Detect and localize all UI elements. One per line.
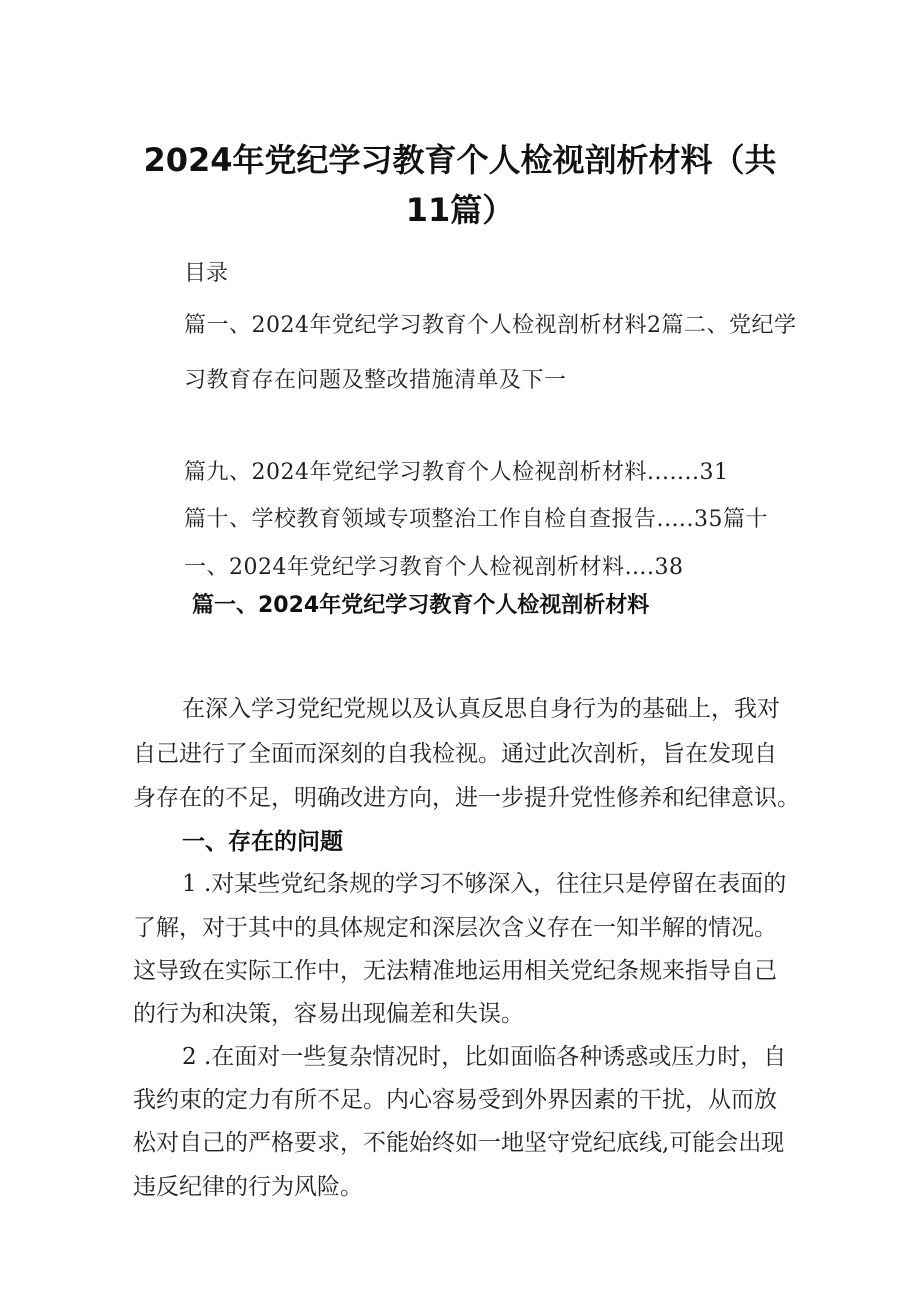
toc-heading: 目录 — [184, 261, 229, 286]
toc-line: 篇九、2024年党纪学习教育个人检视剖析材料.......31 — [184, 460, 729, 485]
intro-line: 自己进行了全面而深刻的自我检视。通过此次剖析，旨在发现自 — [133, 741, 777, 767]
item-1-line: 1 .对某些党纪条规的学习不够深入，往往只是停留在表面的 — [182, 871, 787, 897]
document-title-line-1: 2024年党纪学习教育个人检视剖析材料（共 — [143, 141, 777, 179]
item-1-line: 的行为和决策，容易出现偏差和失误。 — [133, 1001, 524, 1027]
item-2-line: 松对自己的严格要求，不能始终如一地坚守党纪底线,可能会出现 — [133, 1130, 785, 1156]
toc-line: 习教育存在问题及整改措施清单及下一 — [184, 368, 567, 393]
item-2-line: 违反纪律的行为风险。 — [133, 1174, 363, 1200]
item-2-line: 我约束的定力有所不足。内心容易受到外界因素的干扰，从而放 — [133, 1087, 777, 1113]
item-1-line: 了解，对于其中的具体规定和深层次含义存在一知半解的情况。 — [133, 915, 777, 941]
heading-problems: 一、存在的问题 — [182, 829, 343, 855]
toc-line: 篇一、2024年党纪学习教育个人检视剖析材料2篇二、党纪学 — [184, 313, 797, 338]
section-title: 篇一、2024年党纪学习教育个人检视剖析材料 — [192, 593, 650, 618]
document-title-line-2: 11篇） — [405, 191, 515, 229]
intro-line: 在深入学习党纪党规以及认真反思自身行为的基础上，我对 — [182, 696, 780, 722]
item-2-line: 2 .在面对一些复杂情况时，比如面临各种诱惑或压力时，自 — [182, 1044, 787, 1070]
item-1-line: 这导致在实际工作中，无法精准地运用相关党纪条规来指导自己 — [133, 958, 777, 984]
intro-line: 身存在的不足，明确改进方向，进一步提升党性修养和纪律意识。 — [133, 785, 800, 811]
toc-line: 篇十、学校教育领域专项整治工作自检自查报告.….35篇十 — [184, 507, 768, 532]
toc-line: 一、2024年党纪学习教育个人检视剖析材料….38 — [184, 555, 684, 580]
